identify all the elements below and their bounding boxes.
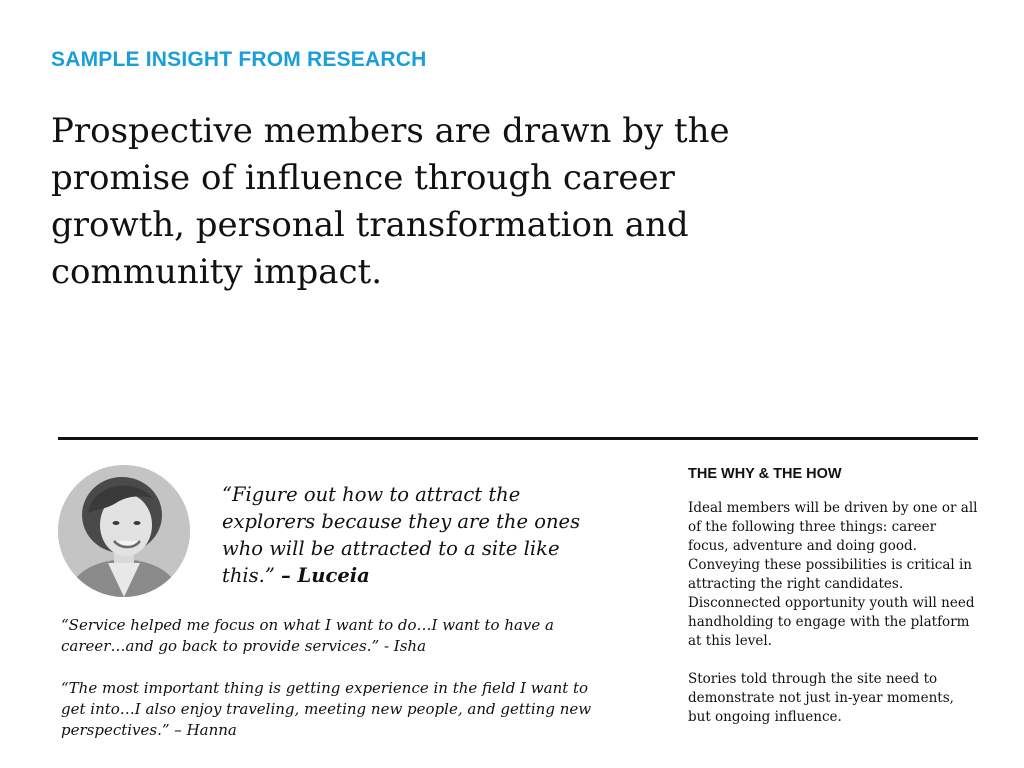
why-how-body: [688, 499, 978, 746]
why-how-paragraph: Stories told through the site need to demonstrate not just in-year moments, but ongoing influence.: [688, 671, 954, 725]
featured-quote-attribution: – Luceia: [281, 564, 370, 587]
portrait-icon: [58, 465, 190, 597]
headline: Prospective members are drawn by the promise of influence through career growth, personal transformation and community impact.: [51, 111, 730, 292]
quote-isha: “Service helped me focus on what I want to do…I want to have a career…and go back to provide services.” - Isha: [61, 616, 554, 655]
why-how-title: THE WHY & THE HOW: [688, 466, 842, 482]
section-divider: [58, 437, 978, 440]
eyebrow-label: SAMPLE INSIGHT FROM RESEARCH: [51, 48, 427, 71]
quote-hanna: “The most important thing is getting experience in the field I want to get into…I also enjoy traveling, meeting new people, and getting new perspectives.” – Hanna: [61, 679, 592, 739]
featured-quote-text: “Figure out how to attract the explorers because they are the ones who will be attracted to a site like this.”: [222, 483, 581, 587]
featured-quote: [222, 481, 617, 589]
why-how-paragraph: Ideal members will be driven by one or all of the following three things: career focus, adventure and doing good. Conveying these possibilities is critical in attracting the right candidates. Disconnected opportunity youth will need handholding to engage with the platform at this level.: [688, 500, 978, 649]
portrait-photo: [58, 465, 190, 597]
